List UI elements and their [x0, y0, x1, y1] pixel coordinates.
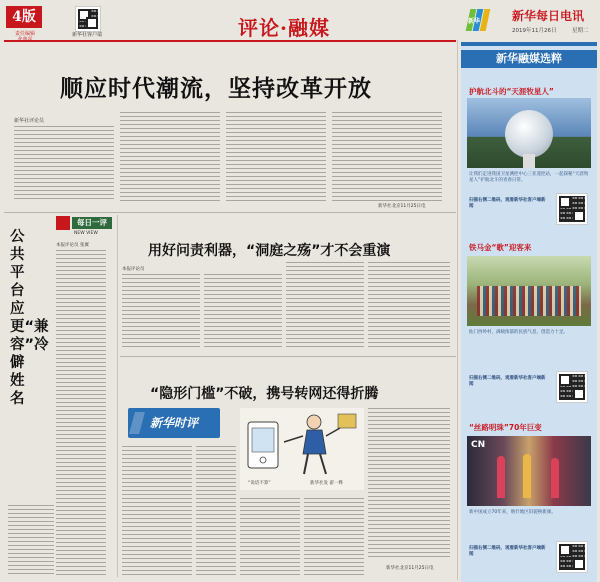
left-divider: [117, 215, 118, 577]
column-tag: [56, 216, 112, 238]
column-tag-label: 每日一评: [77, 218, 107, 227]
masthead-qr-code: [76, 7, 100, 31]
sidebar-item-2-text: 仙门西岭村，满载浓郁的民族气息，创造力十足。: [469, 330, 568, 335]
newspaper-name: 新华每日电讯: [512, 9, 585, 23]
sidebar-item-3-qr-caption: 扫描右侧二维码，观看新华社客户端新闻: [469, 546, 546, 557]
story2-column-3: [286, 262, 364, 350]
sidebar-item-1-text: 让我们走进我国卫星测控中心三亚遥控站，一起探秘“天涯牧星人”护航北斗的青春日常。: [469, 172, 589, 183]
sidebar-item-1-qr-code: [557, 194, 587, 224]
lead-column-2: [120, 112, 220, 202]
sidebar-panel: [461, 42, 597, 582]
sidebar-item-3-qr-code: [557, 542, 587, 572]
left-commentary-byline: 本报评论员 张翼: [56, 243, 89, 248]
story3-badge: [128, 408, 220, 438]
masthead-rule: [4, 40, 456, 42]
lead-column-3: [226, 112, 326, 202]
newspaper-logo: [466, 6, 492, 34]
story2-byline: 本报评论员: [122, 267, 145, 272]
story2-column-4: [368, 262, 450, 350]
page-number: 4版: [12, 9, 36, 25]
story3-column-5: [368, 408, 450, 558]
sidebar-item-2-qr-code: [557, 372, 587, 402]
editor-label: 责任编辑: [14, 31, 35, 37]
cartoon-illustration: [240, 408, 364, 480]
story3-badge-label: 新华时评: [150, 416, 199, 430]
lead-column-1: [14, 126, 114, 202]
lead-dateline: 新华社北京11月25日电: [378, 204, 426, 209]
page-number-box: [6, 6, 42, 28]
masthead-qr-caption: 新华社客户端: [71, 32, 102, 38]
newspaper-logo-text: 新华: [468, 18, 481, 25]
sidebar-item-3-photo-label: CN: [471, 440, 486, 450]
story3-column-2: [196, 446, 236, 576]
lead-column-4: [332, 112, 442, 202]
story3-column-3: [240, 498, 300, 576]
sidebar-item-3-text: 新中国成立70年来，喀什地区旧貌换新颜。: [469, 510, 556, 515]
sidebar-item-2-qr-caption: 扫描右侧二维码，观看新华社客户端新闻: [469, 376, 546, 387]
section-title: 评论·融媒: [238, 16, 330, 40]
sidebar-item-3-headline: “丝路明珠”70年巨变: [469, 423, 542, 432]
editorial-cartoon: [240, 408, 364, 490]
sidebar-item-3-photo: [467, 436, 591, 506]
lead-headline: 顺应时代潮流，坚持改革开放: [60, 76, 372, 102]
story2-column-2: [204, 274, 282, 350]
lead-byline: 新华社评论员: [14, 118, 45, 124]
story3-dateline: 新华社北京11月25日电: [386, 566, 434, 571]
story2-headline: 用好问责利器，“洞庭之殇”才不会重演: [148, 243, 391, 259]
sidebar-item-1-qr-caption: 扫描右侧二维码，观看新华社客户端新闻: [469, 198, 546, 209]
column-tag-sub: NEW VIEW: [74, 231, 98, 236]
story3-column-1: [122, 446, 192, 576]
sidebar-item-2-headline: 铁马金“歌”迎客来: [469, 243, 532, 252]
cartoon-caption-right: 新华社发 翟一桦: [310, 481, 343, 486]
left-commentary-body-a: [56, 250, 106, 576]
main-right-divider: [457, 40, 458, 580]
story3-headline: “隐形门槛”不破，携号转网还得折腾: [150, 386, 379, 402]
sidebar-item-1-headline: 护航北斗的“天涯牧星人”: [469, 87, 554, 96]
sidebar-title-bar: [461, 50, 597, 68]
issue-date: 2019年11月26日: [512, 28, 557, 34]
sidebar-item-1-photo: [467, 98, 591, 168]
story2-bottom-rule: [120, 356, 456, 357]
left-commentary-body-c: [8, 505, 54, 575]
issue-weekday: 星期二: [572, 28, 589, 34]
cartoon-caption-left: “说话不算”: [248, 481, 271, 486]
sidebar-item-2-photo: [467, 256, 591, 326]
left-commentary-headline: 公共平台应更“兼容”冷僻姓名: [10, 229, 49, 407]
story2-column-1: [122, 274, 200, 350]
story3-column-4: [304, 498, 364, 576]
lead-bottom-rule: [4, 212, 456, 213]
sidebar-title: 新华融媒选粹: [496, 52, 562, 65]
